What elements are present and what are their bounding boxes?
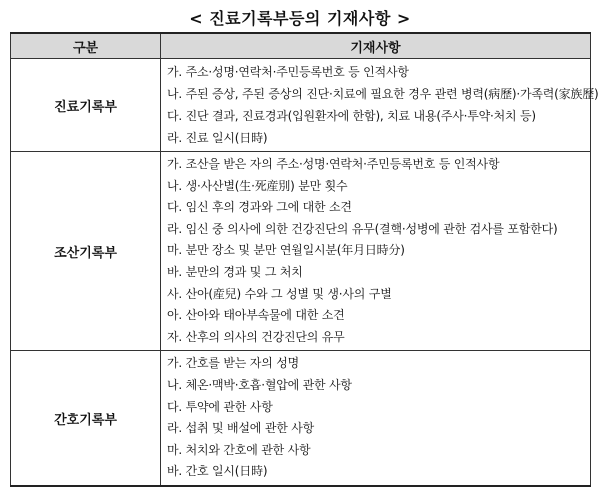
section-nursing-record bbox=[11, 351, 591, 486]
list-item: 사. 산아(産兒) 수와 그 성별 및 생·사의 구별 bbox=[167, 286, 392, 301]
table-header-row bbox=[11, 33, 591, 59]
list-item: 나. 생·사산별(生·死産別) 분만 횟수 bbox=[167, 178, 348, 193]
list-item: 아. 산아와 태아부속물에 대한 소견 bbox=[167, 308, 345, 323]
list-item: 가. 주소·성명·연락처·주민등록번호 등 인적사항 bbox=[167, 65, 409, 79]
list-item: 나. 체온·맥박·호흡·혈압에 관한 사항 bbox=[167, 377, 352, 392]
item-list bbox=[161, 351, 590, 485]
list-item: 라. 임신 중 의사에 의한 건강진단의 유무(결핵·성병에 관한 검사를 포함한다) bbox=[167, 221, 558, 236]
list-item: 다. 진단 결과, 진료경과(입원환자에 한함), 치료 내용(주사·투약·처치 등) bbox=[167, 109, 536, 123]
section-medical-record bbox=[11, 59, 591, 152]
list-item: 나. 주된 증상, 주된 증상의 진단·치료에 필요한 경우 관련 병력(病歷)·가족력(家族歷) bbox=[167, 87, 599, 101]
category-midwifery-record: 조산기록부 bbox=[11, 152, 161, 351]
list-item: 마. 처치와 간호에 관한 사항 bbox=[167, 442, 311, 457]
list-item: 자. 산후의 의사의 건강진단의 유무 bbox=[167, 329, 345, 344]
header-category: 구분 bbox=[11, 33, 161, 59]
items-cell bbox=[161, 59, 599, 152]
list-item: 가. 간호를 받는 자의 성명 bbox=[167, 356, 299, 371]
records-table bbox=[10, 32, 599, 487]
category-nursing-record: 간호기록부 bbox=[11, 351, 161, 486]
page-title: < 진료기록부등의 기재사항 > bbox=[189, 9, 411, 28]
items-cell bbox=[161, 351, 591, 486]
items-cell bbox=[161, 152, 591, 351]
list-item: 바. 분만의 경과 및 그 처치 bbox=[167, 264, 303, 279]
category-medical-record: 진료기록부 bbox=[11, 59, 161, 152]
list-item: 바. 간호 일시(日時) bbox=[167, 464, 268, 479]
list-item: 다. 투약에 관한 사항 bbox=[167, 399, 273, 414]
header-items: 기재사항 bbox=[161, 33, 591, 59]
item-list bbox=[161, 59, 599, 151]
list-item: 가. 조산을 받은 자의 주소·성명·연락처·주민등록번호 등 인적사항 bbox=[167, 157, 500, 171]
list-item: 다. 임신 후의 경과와 그에 대한 소견 bbox=[167, 200, 352, 215]
list-item: 라. 섭취 및 배설에 관한 사항 bbox=[167, 421, 314, 436]
list-item: 마. 분만 장소 및 분만 연월일시분(年月日時分) bbox=[167, 243, 405, 258]
item-list bbox=[161, 152, 590, 350]
section-midwifery-record bbox=[11, 152, 591, 351]
list-item: 라. 진료 일시(日時) bbox=[167, 131, 268, 145]
